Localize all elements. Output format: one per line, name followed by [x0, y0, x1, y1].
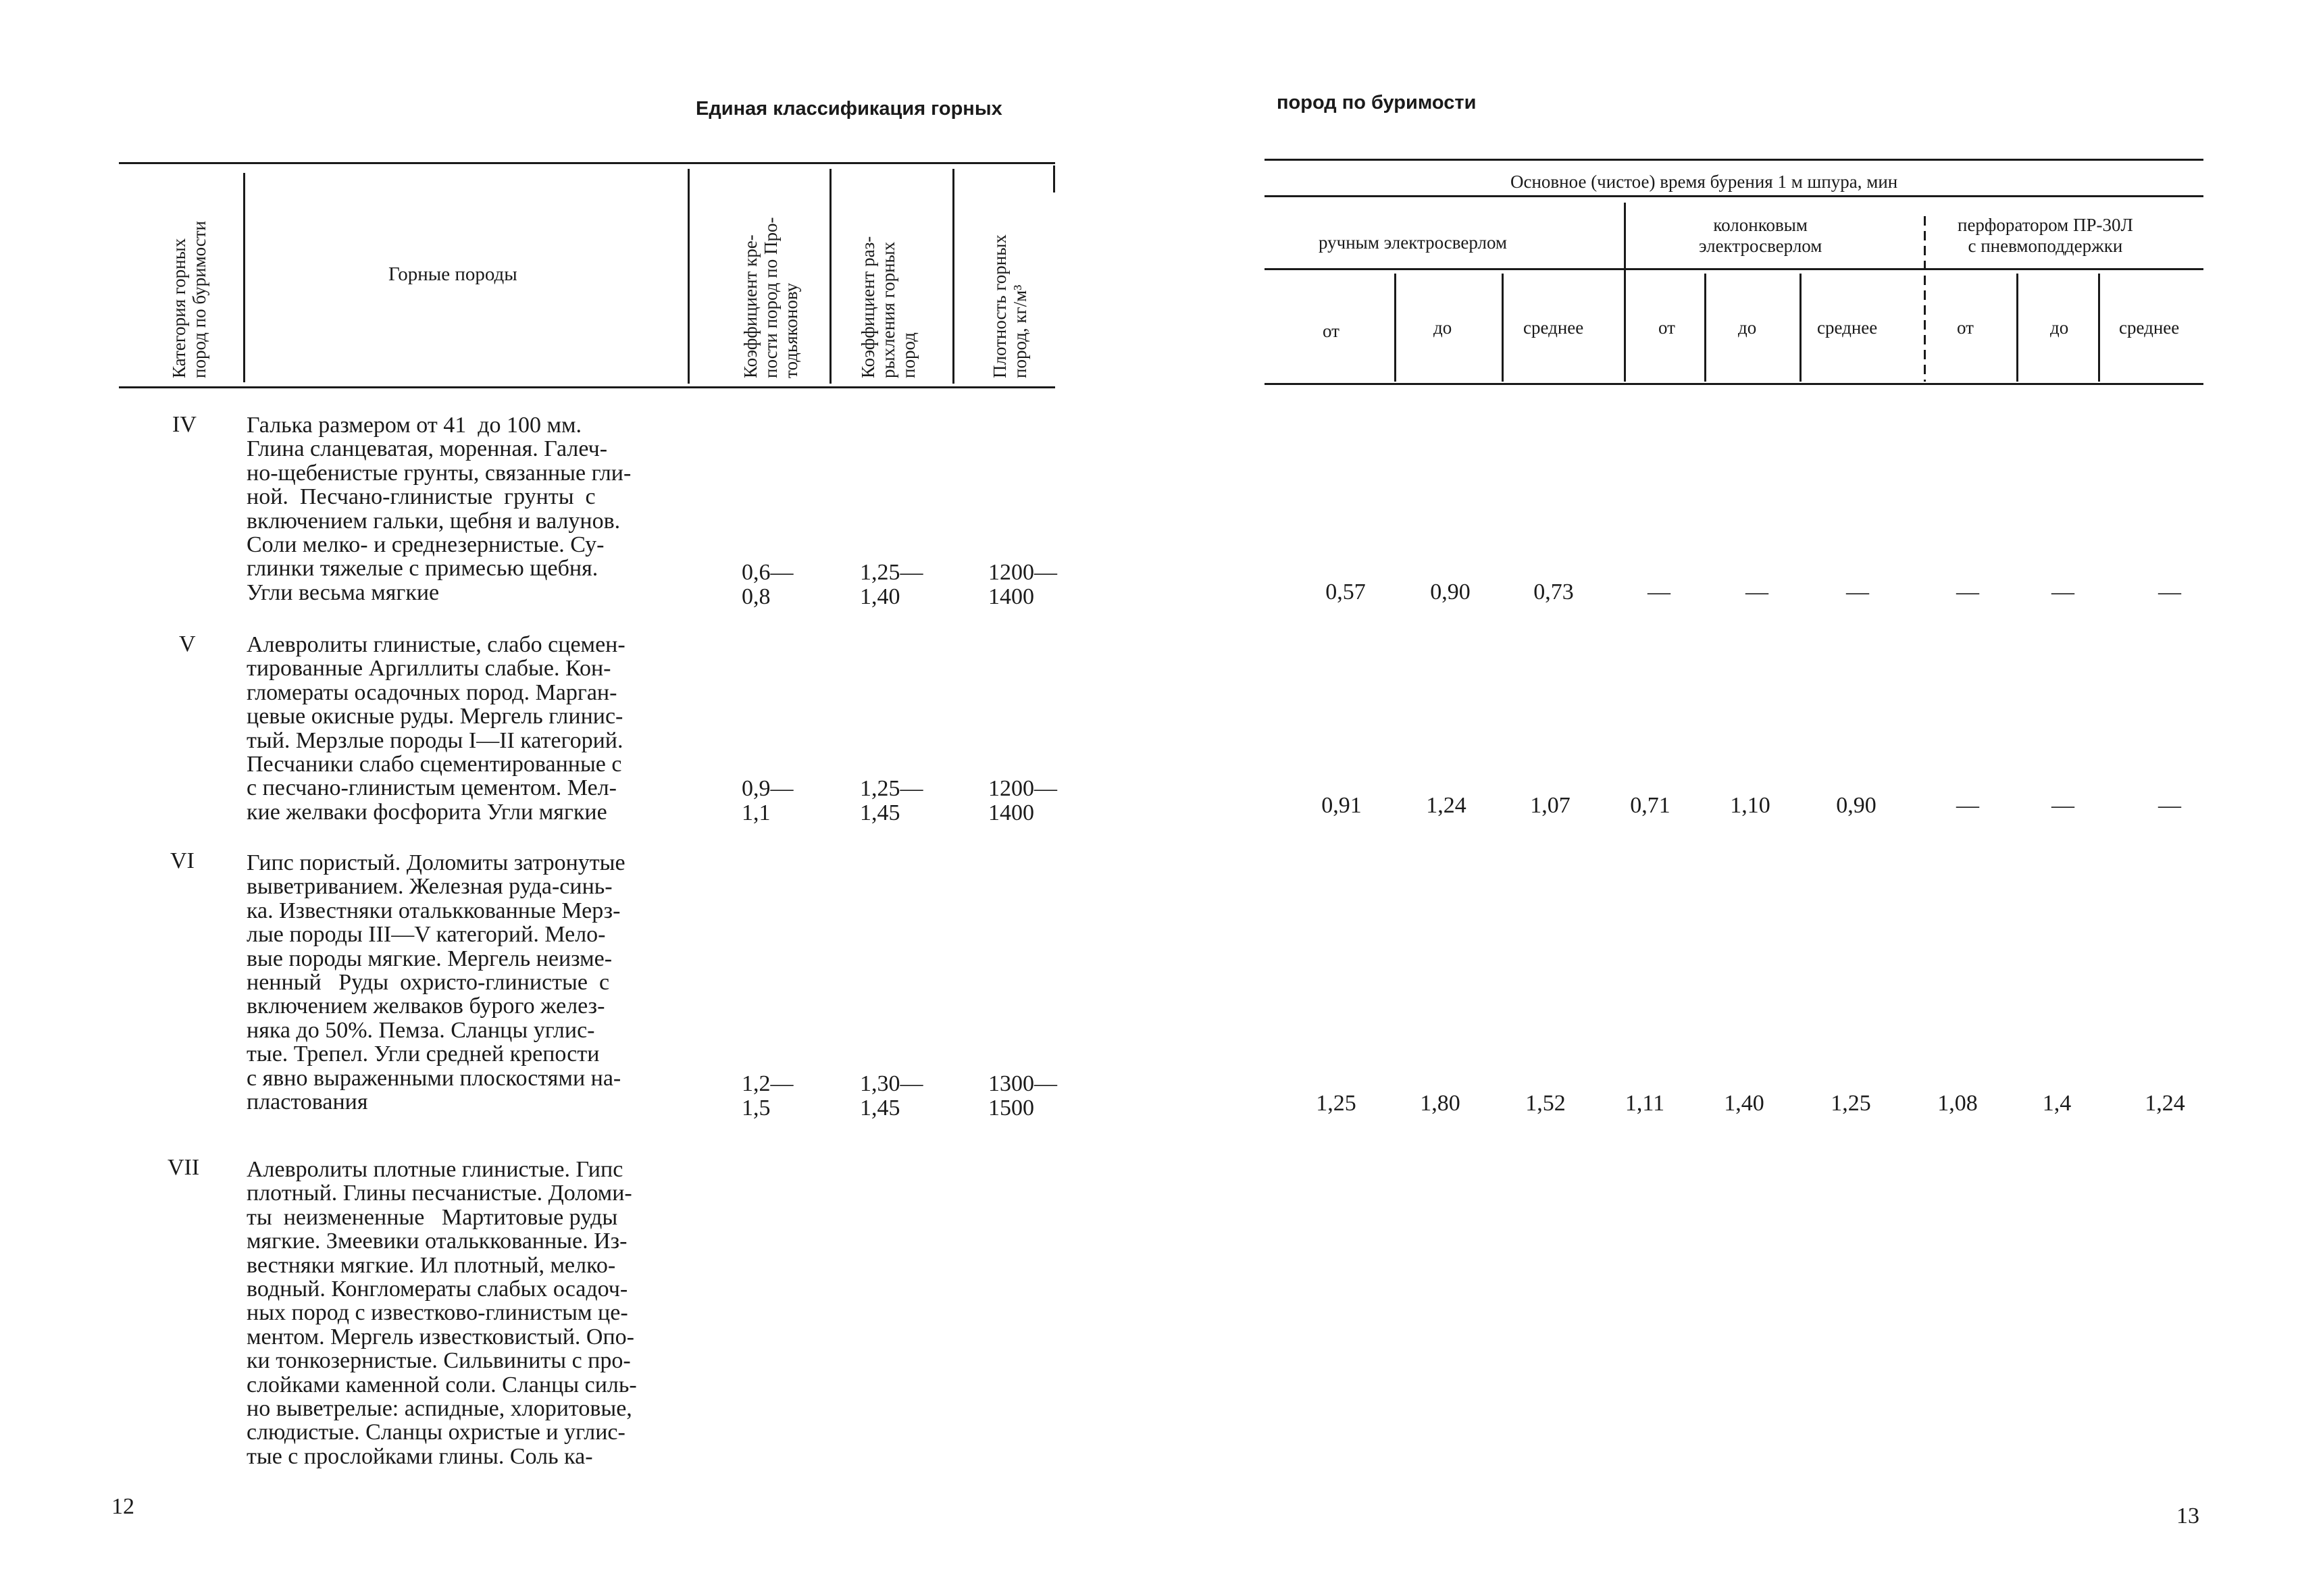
group-divider-1	[1624, 203, 1626, 382]
row-category: IV	[172, 412, 197, 437]
time-value: —	[2158, 793, 2181, 818]
header-group-perforator: перфоратором ПР-30Л с пневмоподдержки	[1958, 215, 2133, 256]
left-page-title: Единая классификация горных	[696, 98, 1002, 120]
time-value: —	[1648, 580, 1670, 604]
time-value: 1,4	[2042, 1091, 2072, 1116]
time-value: 0,57	[1325, 580, 1366, 604]
subheader-to: до	[1433, 317, 1452, 338]
header-main: Основное (чистое) время бурения 1 м шпура, мин	[1510, 172, 1898, 192]
left-col-divider-2	[688, 169, 690, 384]
header-main-rule	[1265, 195, 2203, 197]
strength-value: 0,6— 0,8	[742, 560, 794, 609]
strength-value: 1,2— 1,5	[742, 1071, 794, 1121]
sub-divider-2	[1502, 274, 1504, 382]
rock-description: Галька размером от 41 до 100 мм. Глина сланцеватая, моренная. Галеч- но-щебенистые грунты, связанные гли- ной. Песчано-глинистые грунты с включением гальки, щебня и валунов. Соли мелко- и среднезернистые. Су- глинки тяжелые с примесью щебня. Угли весьма мягкие	[247, 413, 632, 605]
col-header-category: Категория горных пород по буримости	[169, 220, 209, 378]
time-value: 0,71	[1630, 793, 1670, 818]
time-value: 1,40	[1724, 1091, 1764, 1116]
time-value: 1,25	[1831, 1091, 1871, 1116]
left-page-number: 12	[111, 1494, 134, 1519]
subheader-from: от	[1658, 317, 1675, 338]
sub-divider-4	[1799, 274, 1802, 382]
sub-divider-1	[1394, 274, 1396, 382]
time-value: 0,90	[1430, 580, 1471, 604]
time-value: —	[2051, 793, 2074, 818]
time-value: 0,91	[1321, 793, 1362, 818]
time-value: 1,11	[1625, 1091, 1665, 1116]
col-header-loosening: Коэффициент раз- рыхления горных пород	[858, 236, 919, 378]
density-value: 1200— 1400	[988, 560, 1057, 609]
rock-description: Алевролиты плотные глинистые. Гипс плотный. Глины песчанистые. Доломи- ты неизмененные Мартитовые руды мягкие. Змеевики отальккованные. Из- вестняки мягкие. Ил плотный, мелко- водный. Конгломераты слабых осадоч- ных пород с известково-глинистым це- ментом. Мергель известковистый. Опо- ки тонкозернистые. Сильвиниты с про- слойками каменной соли. Сланцы силь- но выветрелые: аспидные, хлоритовые, слюдистые. Сланцы охристые и углис- тые с прослойками глины. Соль ка-	[247, 1157, 637, 1469]
sub-divider-5	[2016, 274, 2018, 382]
right-table-top-rule	[1265, 159, 2203, 161]
time-value: —	[2158, 580, 2181, 604]
col-header-strength: Коэффициент кре- пости пород по Про- тодьяконову	[740, 217, 801, 378]
header-group-manual-drill: ручным электросверлом	[1319, 232, 1508, 253]
header-group-rule	[1265, 268, 2203, 270]
sub-divider-3	[1704, 274, 1706, 382]
strength-value: 0,9— 1,1	[742, 776, 794, 825]
time-value: 1,52	[1525, 1091, 1566, 1116]
left-table-header-rule	[119, 386, 1055, 388]
subheader-from: от	[1957, 317, 1974, 338]
time-value: —	[2051, 580, 2074, 604]
time-value: 1,80	[1420, 1091, 1460, 1116]
subheader-from: от	[1323, 321, 1339, 341]
subheader-to: до	[2050, 317, 2069, 338]
time-value: 1,07	[1530, 793, 1571, 818]
time-value: 1,24	[2145, 1091, 2185, 1116]
col-header-rocks: Горные породы	[388, 263, 517, 285]
time-value: 1,24	[1426, 793, 1466, 818]
group-divider-2	[1924, 216, 1926, 382]
time-value: —	[1745, 580, 1768, 604]
left-col-divider-3	[829, 169, 832, 384]
col-header-density: Плотность горных пород, кг/м³	[990, 234, 1030, 378]
sub-divider-6	[2098, 274, 2100, 382]
time-value: —	[1956, 793, 1979, 818]
loosening-value: 1,25— 1,45	[860, 776, 923, 825]
right-page-number: 13	[2176, 1503, 2199, 1528]
subheader-average: среднее	[1523, 317, 1584, 338]
density-value: 1300— 1500	[988, 1071, 1057, 1121]
header-group-column-drill: колонковым электросверлом	[1699, 215, 1822, 256]
rock-description: Гипс пористый. Доломиты затронутые выветриванием. Железная руда-синь- ка. Известняки отальккованные Мерз- лые породы III—V категорий. Мело- вые породы мягкие. Мергель неизме- ненный Руды охристо-глинистые с включением желваков бурого желез- няка до 50%. Пемза. Сланцы углис- тые. Трепел. Угли средней крепости с явно выраженными плоскостями на- пластования	[247, 850, 625, 1115]
subheader-average: среднее	[1817, 317, 1878, 338]
left-table-top-rule	[119, 162, 1055, 164]
density-value: 1200— 1400	[988, 776, 1057, 825]
rock-description: Алевролиты глинистые, слабо сцемен- тированные Аргиллиты слабые. Кон- гломераты осадочных пород. Марган- цевые окисные руды. Мергель глинис- тый. Мерзлые породы I—II категорий. Песчаники слабо сцементированные с с песчано-глинистым цементом. Мел- кие желваки фосфорита Угли мягкие	[247, 632, 625, 825]
time-value: —	[1956, 580, 1979, 604]
subheader-to: до	[1738, 317, 1757, 338]
time-value: 1,25	[1316, 1091, 1356, 1116]
time-value: 0,73	[1533, 580, 1574, 604]
loosening-value: 1,30— 1,45	[860, 1071, 923, 1121]
time-value: 1,08	[1937, 1091, 1978, 1116]
loosening-value: 1,25— 1,40	[860, 560, 923, 609]
left-col-divider-1	[243, 173, 245, 382]
time-value: 1,10	[1730, 793, 1770, 818]
left-col-divider-5	[1053, 165, 1055, 192]
row-category: V	[179, 632, 196, 657]
row-category: VI	[170, 848, 195, 873]
left-col-divider-4	[952, 169, 954, 384]
time-value: —	[1846, 580, 1869, 604]
right-table-header-rule	[1265, 383, 2203, 385]
time-value: 0,90	[1836, 793, 1876, 818]
row-category: VII	[168, 1155, 200, 1180]
subheader-average: среднее	[2119, 317, 2180, 338]
right-page-title: пород по буримости	[1277, 92, 1477, 113]
